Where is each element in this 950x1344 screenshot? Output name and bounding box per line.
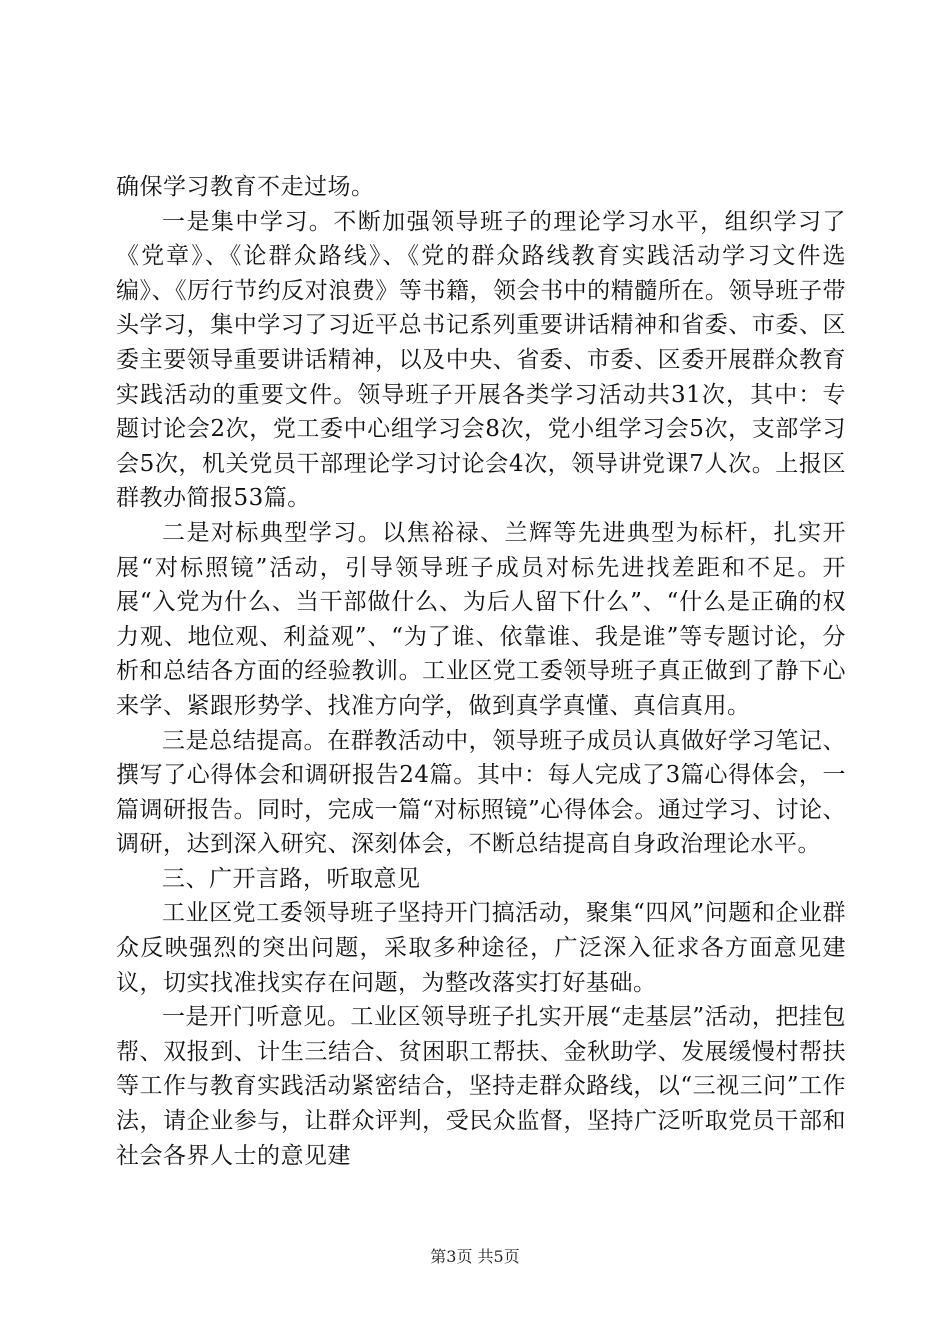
- paragraph-1: 确保学习教育不走过场。: [116, 174, 375, 200]
- paragraph-6: 工业区党工委领导班子坚持开门搞活动，聚集“四风”问题和企业群众反映强烈的突出问题，采取多种途径，广泛深入征求各方面意见建议，切实找准找实存在问题，为整改落实打好基础。: [116, 900, 846, 996]
- paragraph-2: 一是集中学习。不断加强领导班子的理论学习水平，组织学习了《党章》、《论群众路线》、《党的群众路线教育实践活动学习文件选编》、《厉行节约反对浪费》等书籍，领会书中的精髓所在。领导班子带头学习，集中学习了习近平总书记系列重要讲话精神和省委、市委、区委主要领导重要讲话精神，以及中央、省委、市委、区委开展群众教育实践活动的重要文件。领导班子开展各类学习活动共31次，其中：专题讨论会2次，党工委中心组学习会8次，党小组学习会5次，支部学习会5次，机关党员干部理论学习讨论会4次，领导讲党课7人次。上报区群教办简报53篇。: [116, 208, 846, 512]
- page-number-footer: 第3页 共5页: [430, 1247, 520, 1266]
- paragraph-7: 一是开门听意见。工业区领导班子扎实开展“走基层”活动，把挂包帮、双报到、计生三结合、贫困职工帮扶、金秋助学、发展缓慢村帮扶等工作与教育实践活动紧密结合，坚持走群众路线，以“三视三问”工作法，请企业参与，让群众评判，受民众监督，坚持广泛听取党员干部和社会各界人士的意见建: [116, 1004, 846, 1169]
- paragraph-4: 三是总结提高。在群教活动中，领导班子成员认真做好学习笔记、撰写了心得体会和调研报告24篇。其中：每人完成了3篇心得体会，一篇调研报告。同时，完成一篇“对标照镜”心得体会。通过学习、讨论、调研，达到深入研究、深刻体会，不断总结提高自身政治理论水平。: [116, 727, 846, 858]
- document-body: [116, 170, 846, 1173]
- section-heading: 三、广开言路，听取意见: [162, 865, 421, 892]
- paragraph-3: 二是对标典型学习。以焦裕禄、兰辉等先进典型为标杆，扎实开展“对标照镜”活动，引导领导班子成员对标先进找差距和不足。开展“入党为什么、当干部做什么、为后人留下什么”、“什么是正确的权力观、地位观、利益观”、“为了谁、依靠谁、我是谁”等专题讨论，分析和总结各方面的经验教训。工业区党工委领导班子真正做到了静下心来学、紧跟形势学、找准方向学，做到真学真懂、真信真用。: [116, 519, 846, 719]
